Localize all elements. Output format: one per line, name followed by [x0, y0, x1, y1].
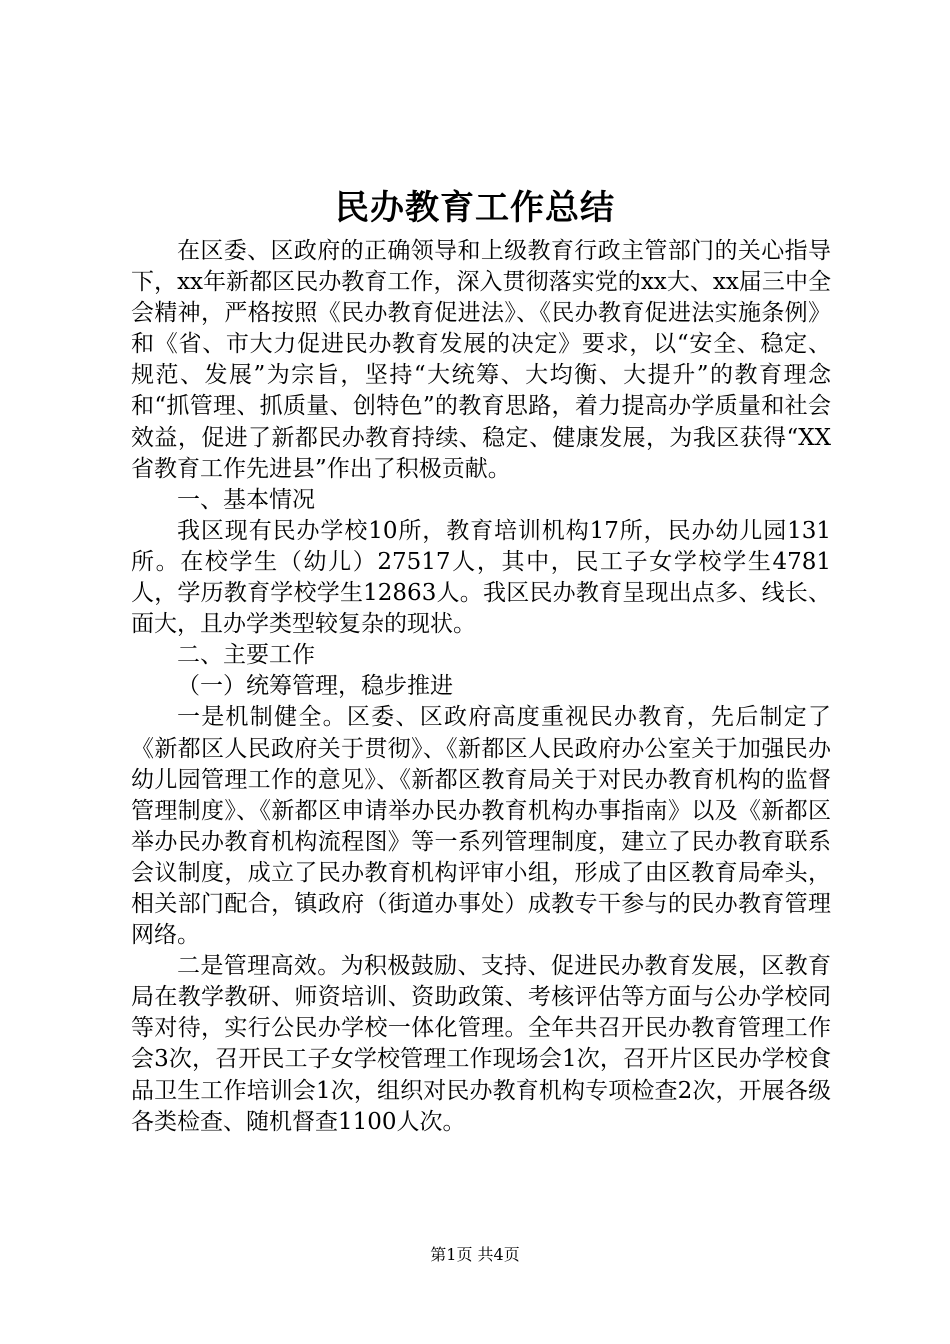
section-heading-main-work: 二、主要工作: [177, 642, 315, 669]
paragraph-basic-situation: 我区现有民办学校10所，教育培训机构17所，民办幼儿园131所。在校学生（幼儿）27517人，其中，民工子女学校学生4781人，学历教育学校学生12863人。我区民办教育呈现出点多、线长、面大，且办学类型较复杂的现状。: [131, 517, 831, 638]
subsection-heading-1: （一）统筹管理，稳步推进: [177, 673, 453, 700]
paragraph-mechanism: 一是机制健全。区委、区政府高度重视民办教育，先后制定了《新都区人民政府关于贯彻》、《新都区人民政府办公室关于加强民办幼儿园管理工作的意见》、《新都区教育局关于对民办教育机构的监督管理制度》、《新都区申请举办民办教育机构办事指南》以及《新都区举办民办教育机构流程图》等一系列管理制度，建立了民办教育联系会议制度，成立了民办教育机构评审小组，形成了由区教育局牵头，相关部门配合，镇政府（街道办事处）成教专干参与的民办教育管理网络。: [131, 704, 831, 949]
page-number-footer: 第1页 共4页: [430, 1245, 520, 1264]
document-title: 民办教育工作总结: [335, 188, 615, 228]
paragraph-management: 二是管理高效。为积极鼓励、支持、促进民办教育发展，区教育局在教学教研、师资培训、资助政策、考核评估等方面与公办学校同等对待，实行公民办学校一体化管理。全年共召开民办教育管理工作会3次，召开民工子女学校管理工作现场会1次，召开片区民办学校食品卫生工作培训会1次，组织对民办教育机构专项检查2次，开展各级各类检查、随机督查1100人次。: [131, 953, 831, 1135]
section-heading-basic: 一、基本情况: [177, 486, 315, 513]
paragraph-intro: 在区委、区政府的正确领导和上级教育行政主管部门的关心指导下，xx年新都区民办教育工作，深入贯彻落实党的xx大、xx届三中全会精神，严格按照《民办教育促进法》、《民办教育促进法实施条例》和《省、市大力促进民办教育发展的决定》要求，以“安全、稳定、规范、发展”为宗旨，坚持“大统筹、大均衡、大提升”的教育理念和“抓管理、抓质量、创特色”的教育思路，着力提高办学质量和社会效益，促进了新都民办教育持续、稳定、健康发展，为我区获得“XX省教育工作先进县”作出了积极贡献。: [131, 238, 831, 482]
document-body: [131, 236, 831, 1138]
